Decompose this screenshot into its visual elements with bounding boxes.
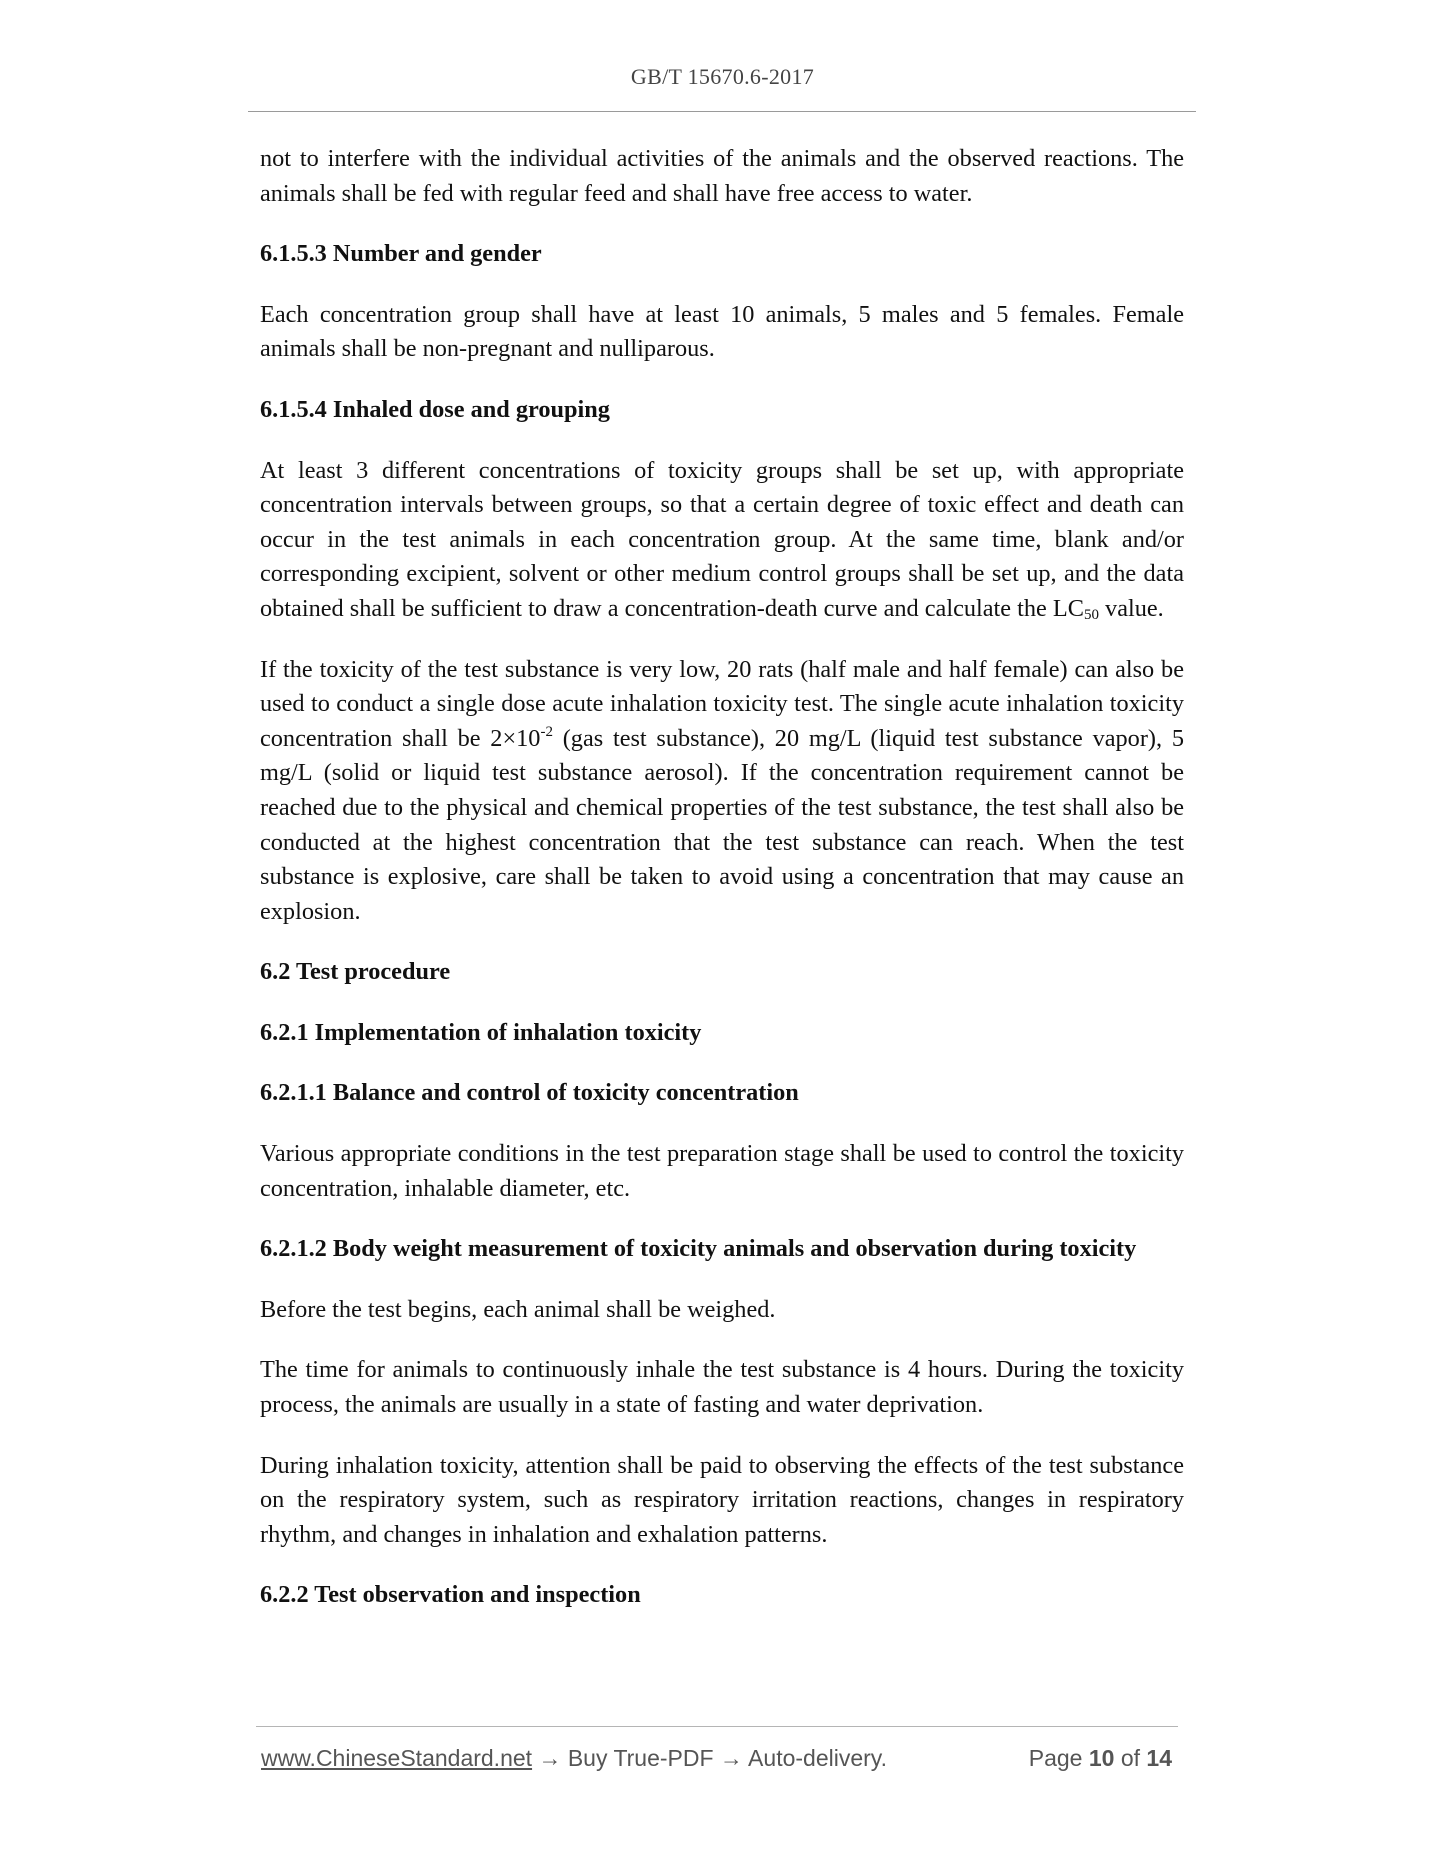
paragraph-number-gender: Each concentration group shall have at least 10 animals, 5 males and 5 females. Female animals shall be non-pregnant and nulliparous. (260, 300, 1184, 363)
exponent-superscript: -2 (540, 723, 553, 740)
paragraph-low-toxicity: If the toxicity of the test substance is very low, 20 rats (half male and half female) can also be used to conduct a single dose acute inhalation toxicity test. The single acute inhalation toxicity concentration shall be $2\times 10^{-2}$ (gas test substance), 20 mg/L (liquid test substance vapor), 5 mg/L (solid or liquid test substance aerosol). If the concentration requirement cannot be reached due to the physical and chemical properties of the test substance, the test shall also be conducted at the highest concentration that the test substance can reach. When the test substance is explosive, care shall be taken to avoid using a concentration that may cause an explosion. (260, 655, 1184, 925)
current-page-number: 10 (1088, 1745, 1115, 1771)
heading-6-1-5-4: 6.1.5.4 Inhaled dose and grouping (260, 395, 610, 423)
document-header (0, 64, 1445, 90)
footer-promo-text: → Buy True-PDF → Auto-delivery. (532, 1745, 887, 1771)
total-page-count: 14 (1146, 1745, 1172, 1771)
lc50-subscript: 50 (1083, 606, 1099, 623)
document-body (260, 142, 1184, 1639)
page-indicator: Page 10 of 14 (1028, 1745, 1172, 1771)
heading-6-2: 6.2 Test procedure (260, 958, 451, 986)
paragraph-respiratory-observation: During inhalation toxicity, attention shall be paid to observing the effects of the test substance on the respiratory system, such as respiratory irritation reactions, changes in respiratory rhythm, and changes in inhalation and exhalation patterns. (260, 1451, 1184, 1548)
header-divider (248, 111, 1196, 112)
paragraph-inhalation-time: The time for animals to continuously inhale the test substance is 4 hours. During the toxicity process, the animals are usually in a state of fasting and water deprivation. (260, 1356, 1184, 1419)
paragraph-concentration-groups: At least 3 different concentrations of toxicity groups shall be set up, with appropriate concentration intervals between groups, so that a certain degree of toxic effect and death can occur in the test animals in each concentration group. At the same time, blank and/or corresponding excipient, solvent or other medium control groups shall be set up, and the data obtained shall be sufficient to draw a concentration-death curve and calculate the $LC_{50}$ value. (260, 456, 1184, 623)
heading-6-2-2: 6.2.2 Test observation and inspection (260, 1581, 641, 1609)
standard-code: GB/T 15670.6-2017 (630, 64, 815, 89)
paragraph-continuation: not to interfere with the individual activities of the animals and the observed reactions. The animals shall be fed with regular feed and shall have free access to water. (260, 145, 1184, 207)
page-footer (261, 1741, 1178, 1775)
chinese-standard-link[interactable]: www.ChineseStandard.net (261, 1745, 533, 1771)
heading-6-2-1: 6.2.1 Implementation of inhalation toxicity (260, 1018, 702, 1046)
paragraph-concentration-control: Various appropriate conditions in the test preparation stage shall be used to control the toxicity concentration, inhalable diameter, etc. (260, 1140, 1184, 1202)
footer-promo (261, 1741, 887, 1775)
footer-divider (256, 1726, 1178, 1727)
heading-6-2-1-2: 6.2.1.2 Body weight measurement of toxicity animals and observation during toxicity (260, 1235, 1137, 1263)
paragraph-weighing: Before the test begins, each animal shall be weighed. (260, 1295, 776, 1323)
heading-6-1-5-3: 6.1.5.3 Number and gender (260, 240, 542, 268)
heading-6-2-1-1: 6.2.1.1 Balance and control of toxicity concentration (260, 1079, 799, 1107)
